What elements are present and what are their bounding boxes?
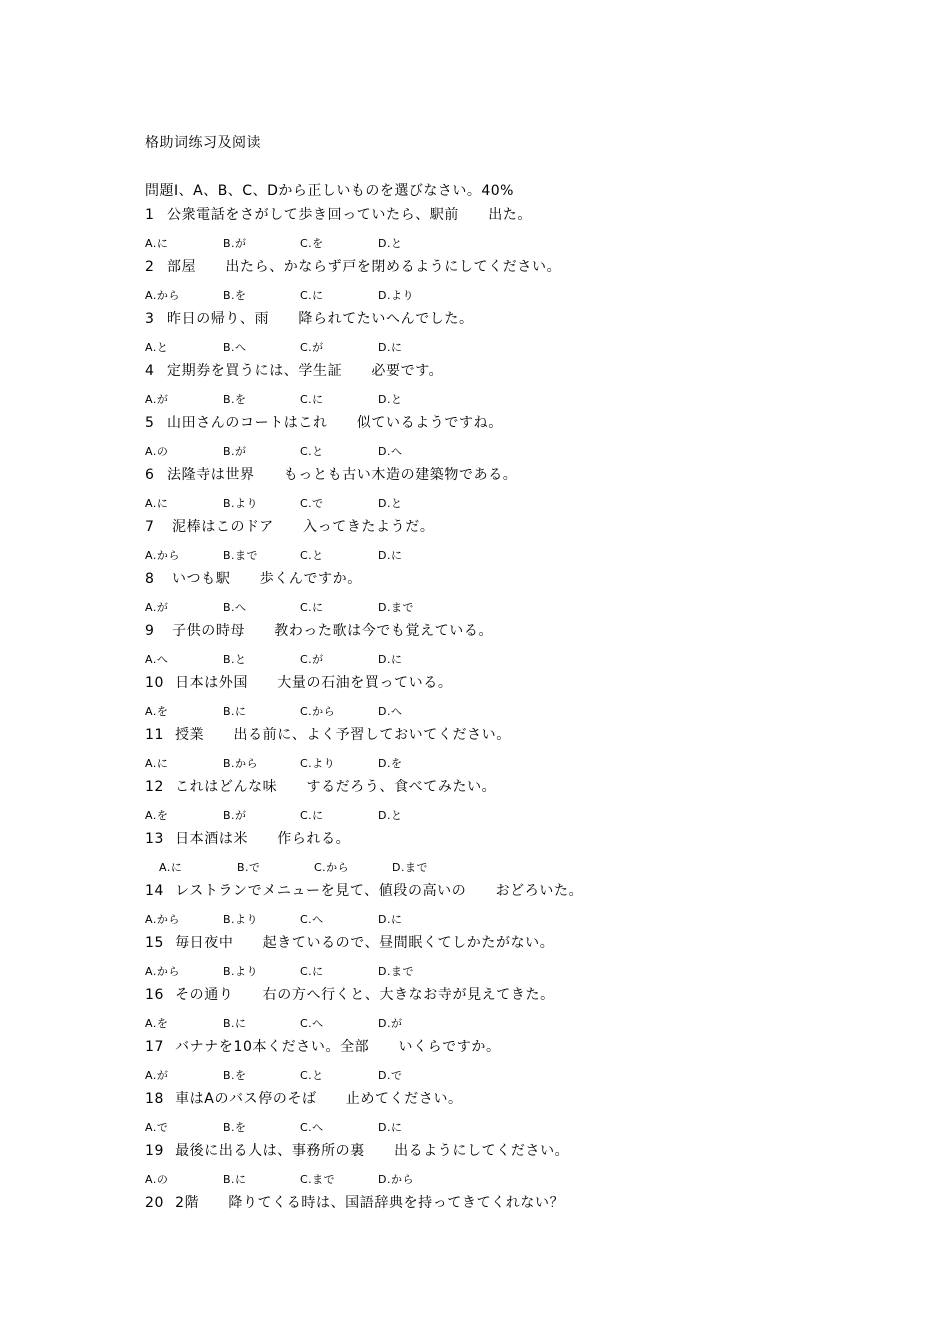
question-number: 7 (145, 519, 155, 535)
option-b: B.へ (223, 601, 247, 614)
option-c: C.と (300, 549, 324, 562)
option-c: C.が (300, 653, 324, 666)
question-number: 17 (145, 1039, 165, 1055)
question-item (145, 881, 845, 933)
option-b: B.が (223, 237, 247, 250)
answer-options (145, 233, 845, 255)
answer-options (159, 857, 845, 879)
option-b: B.と (223, 653, 247, 666)
option-b: B.を (223, 1121, 247, 1134)
option-a: A.に (145, 757, 169, 770)
question-number: 20 (145, 1195, 165, 1211)
option-b: B.より (223, 965, 259, 978)
answer-options (145, 1117, 845, 1139)
answer-options (145, 701, 845, 723)
question-number: 18 (145, 1091, 165, 1107)
option-a: A.が (145, 1069, 169, 1082)
question-line (145, 1089, 845, 1109)
option-a: A.の (145, 445, 169, 458)
question-item (145, 673, 845, 725)
question-number: 16 (145, 987, 165, 1003)
answer-options (145, 1013, 845, 1035)
question-number: 12 (145, 779, 165, 795)
option-c: C.より (300, 757, 336, 770)
option-d: D.より (378, 289, 414, 302)
question-text: 毎日夜中 起きているので、昼間眠くてしかたがない。 (170, 935, 555, 951)
question-line (145, 569, 845, 589)
question-item (145, 933, 845, 985)
question-text: 車はAのバス停のそば 止めてください。 (170, 1091, 463, 1107)
option-c: C.と (300, 1069, 324, 1082)
question-list (145, 205, 845, 1245)
option-c: C.まで (300, 1173, 336, 1186)
option-b: B.に (223, 705, 247, 718)
question-item (145, 829, 845, 881)
option-a: A.に (145, 237, 169, 250)
option-a: A.を (145, 809, 169, 822)
question-line (145, 1193, 845, 1213)
question-line (145, 1141, 845, 1161)
option-a: A.と (145, 341, 169, 354)
question-text: 授業 出る前に、よく予習しておいてください。 (170, 727, 511, 743)
option-c: C.へ (300, 1017, 324, 1030)
question-line (145, 361, 845, 381)
answer-options (145, 753, 845, 775)
question-item (145, 985, 845, 1037)
answer-options (145, 805, 845, 827)
option-c: C.へ (300, 913, 324, 926)
answer-options (145, 1169, 845, 1191)
option-a: A.から (145, 965, 180, 978)
document-title: 格助词练习及阅读 (145, 135, 261, 151)
option-d: D.に (378, 1121, 403, 1134)
option-b: B.が (223, 445, 247, 458)
question-line (145, 205, 845, 225)
option-b: B.に (223, 1173, 247, 1186)
option-d: D.で (378, 1069, 403, 1082)
option-d: D.へ (378, 445, 403, 458)
option-b: B.へ (223, 341, 247, 354)
option-c: C.と (300, 445, 324, 458)
option-c: C.に (300, 601, 324, 614)
question-number: 15 (145, 935, 165, 951)
option-a: A.で (145, 1121, 169, 1134)
answer-options (145, 441, 845, 463)
question-item (145, 517, 845, 569)
question-item (145, 725, 845, 777)
option-a: A.から (145, 549, 180, 562)
option-d: D.と (378, 237, 403, 250)
option-c: C.に (300, 809, 324, 822)
section-instruction: 問題Ⅰ、A、B、C、Dから正しいものを選びなさい。40% (145, 183, 514, 199)
option-b: B.で (237, 861, 261, 874)
option-b: B.より (223, 497, 259, 510)
question-text: いつも駅 歩くんですか。 (167, 571, 362, 587)
question-number: 19 (145, 1143, 165, 1159)
question-text: 泥棒はこのドア 入ってきたようだ。 (167, 519, 435, 535)
option-a: A.が (145, 393, 169, 406)
question-line (145, 777, 845, 797)
question-text: 昨日の帰り、雨 降られてたいへんでした。 (167, 311, 474, 327)
option-b: B.まで (223, 549, 259, 562)
answer-options (145, 389, 845, 411)
option-b: B.より (223, 913, 259, 926)
question-number: 11 (145, 727, 165, 743)
option-b: B.を (223, 289, 247, 302)
question-line (145, 465, 845, 485)
answer-options (145, 961, 845, 983)
option-d: D.へ (378, 705, 403, 718)
option-b: B.に (223, 1017, 247, 1030)
question-text: バナナを10本ください。全部 いくらですか。 (170, 1039, 501, 1055)
option-b: B.を (223, 1069, 247, 1082)
question-item (145, 1141, 845, 1193)
question-number: 1 (145, 207, 155, 223)
question-line (145, 309, 845, 329)
option-c: C.で (300, 497, 324, 510)
question-text: 山田さんのコートはこれ 似ているようですね。 (167, 415, 503, 431)
question-item (145, 569, 845, 621)
option-d: D.と (378, 393, 403, 406)
question-text: これはどんな味 するだろう、食べてみたい。 (170, 779, 497, 795)
answer-options (145, 493, 845, 515)
option-c: C.に (300, 289, 324, 302)
option-d: D.に (378, 341, 403, 354)
option-c: C.が (300, 341, 324, 354)
option-a: A.に (145, 497, 169, 510)
question-line (145, 517, 845, 537)
answer-options (145, 649, 845, 671)
option-d: D.まで (392, 861, 428, 874)
question-text: レストランでメニューを見て、値段の高いの おどろいた。 (170, 883, 584, 899)
option-a: A.を (145, 705, 169, 718)
option-d: D.と (378, 809, 403, 822)
question-text: 公衆電話をさがして歩き回っていたら、駅前 出た。 (167, 207, 532, 223)
option-a: A.が (145, 601, 169, 614)
question-line (145, 257, 845, 277)
question-item (145, 777, 845, 829)
option-c: C.を (300, 237, 324, 250)
option-b: B.を (223, 393, 247, 406)
answer-options (145, 1065, 845, 1087)
question-text: 2階 降りてくる時は、国語辞典を持ってきてくれない？ (170, 1195, 565, 1211)
question-item (145, 1089, 845, 1141)
question-number: 14 (145, 883, 165, 899)
option-d: D.が (378, 1017, 403, 1030)
option-a: A.から (145, 289, 180, 302)
answer-options (145, 337, 845, 359)
question-number: 6 (145, 467, 155, 483)
option-a: A.を (145, 1017, 169, 1030)
answer-options (145, 597, 845, 619)
option-d: D.に (378, 653, 403, 666)
option-c: C.から (314, 861, 350, 874)
question-line (145, 985, 845, 1005)
question-item (145, 413, 845, 465)
option-a: A.へ (145, 653, 169, 666)
question-line (145, 933, 845, 953)
question-number: 9 (145, 623, 155, 639)
question-text: 法隆寺は世界 もっとも古い木造の建築物である。 (167, 467, 518, 483)
question-number: 13 (145, 831, 165, 847)
question-text: 日本は外国 大量の石油を買っている。 (170, 675, 453, 691)
option-a: A.の (145, 1173, 169, 1186)
option-d: D.から (378, 1173, 414, 1186)
option-d: D.まで (378, 965, 414, 978)
option-d: D.を (378, 757, 403, 770)
question-item (145, 1037, 845, 1089)
question-number: 5 (145, 415, 155, 431)
question-number: 8 (145, 571, 155, 587)
question-number: 3 (145, 311, 155, 327)
question-item (145, 361, 845, 413)
option-d: D.と (378, 497, 403, 510)
option-a: A.から (145, 913, 180, 926)
question-item (145, 205, 845, 257)
question-item (145, 257, 845, 309)
option-a: A.に (159, 861, 183, 874)
question-item (145, 621, 845, 673)
question-line (145, 673, 845, 693)
answer-options (145, 545, 845, 567)
question-text: 子供の時母 教わった歌は今でも覚えている。 (167, 623, 494, 639)
question-line (145, 413, 845, 433)
option-b: B.が (223, 809, 247, 822)
question-item (145, 1193, 845, 1245)
question-item (145, 309, 845, 361)
question-line (145, 725, 845, 745)
question-number: 2 (145, 259, 155, 275)
question-number: 10 (145, 675, 165, 691)
option-d: D.に (378, 913, 403, 926)
option-c: C.へ (300, 1121, 324, 1134)
question-item (145, 465, 845, 517)
question-text: その通り 右の方へ行くと、大きなお寺が見えてきた。 (170, 987, 555, 1003)
option-b: B.から (223, 757, 259, 770)
question-line (145, 829, 845, 849)
answer-options (145, 285, 845, 307)
question-text: 最後に出る人は、事務所の裏 出るようにしてください。 (170, 1143, 570, 1159)
option-d: D.まで (378, 601, 414, 614)
question-text: 定期券を買うには、学生証 必要です。 (167, 363, 444, 379)
option-c: C.に (300, 965, 324, 978)
question-line (145, 881, 845, 901)
answer-options (145, 909, 845, 931)
question-line (145, 1037, 845, 1057)
option-c: C.から (300, 705, 336, 718)
option-d: D.に (378, 549, 403, 562)
option-c: C.に (300, 393, 324, 406)
question-line (145, 621, 845, 641)
question-number: 4 (145, 363, 155, 379)
question-text: 部屋 出たら、かならず戸を閉めるようにしてください。 (167, 259, 562, 275)
question-text: 日本酒は米 作られる。 (170, 831, 351, 847)
